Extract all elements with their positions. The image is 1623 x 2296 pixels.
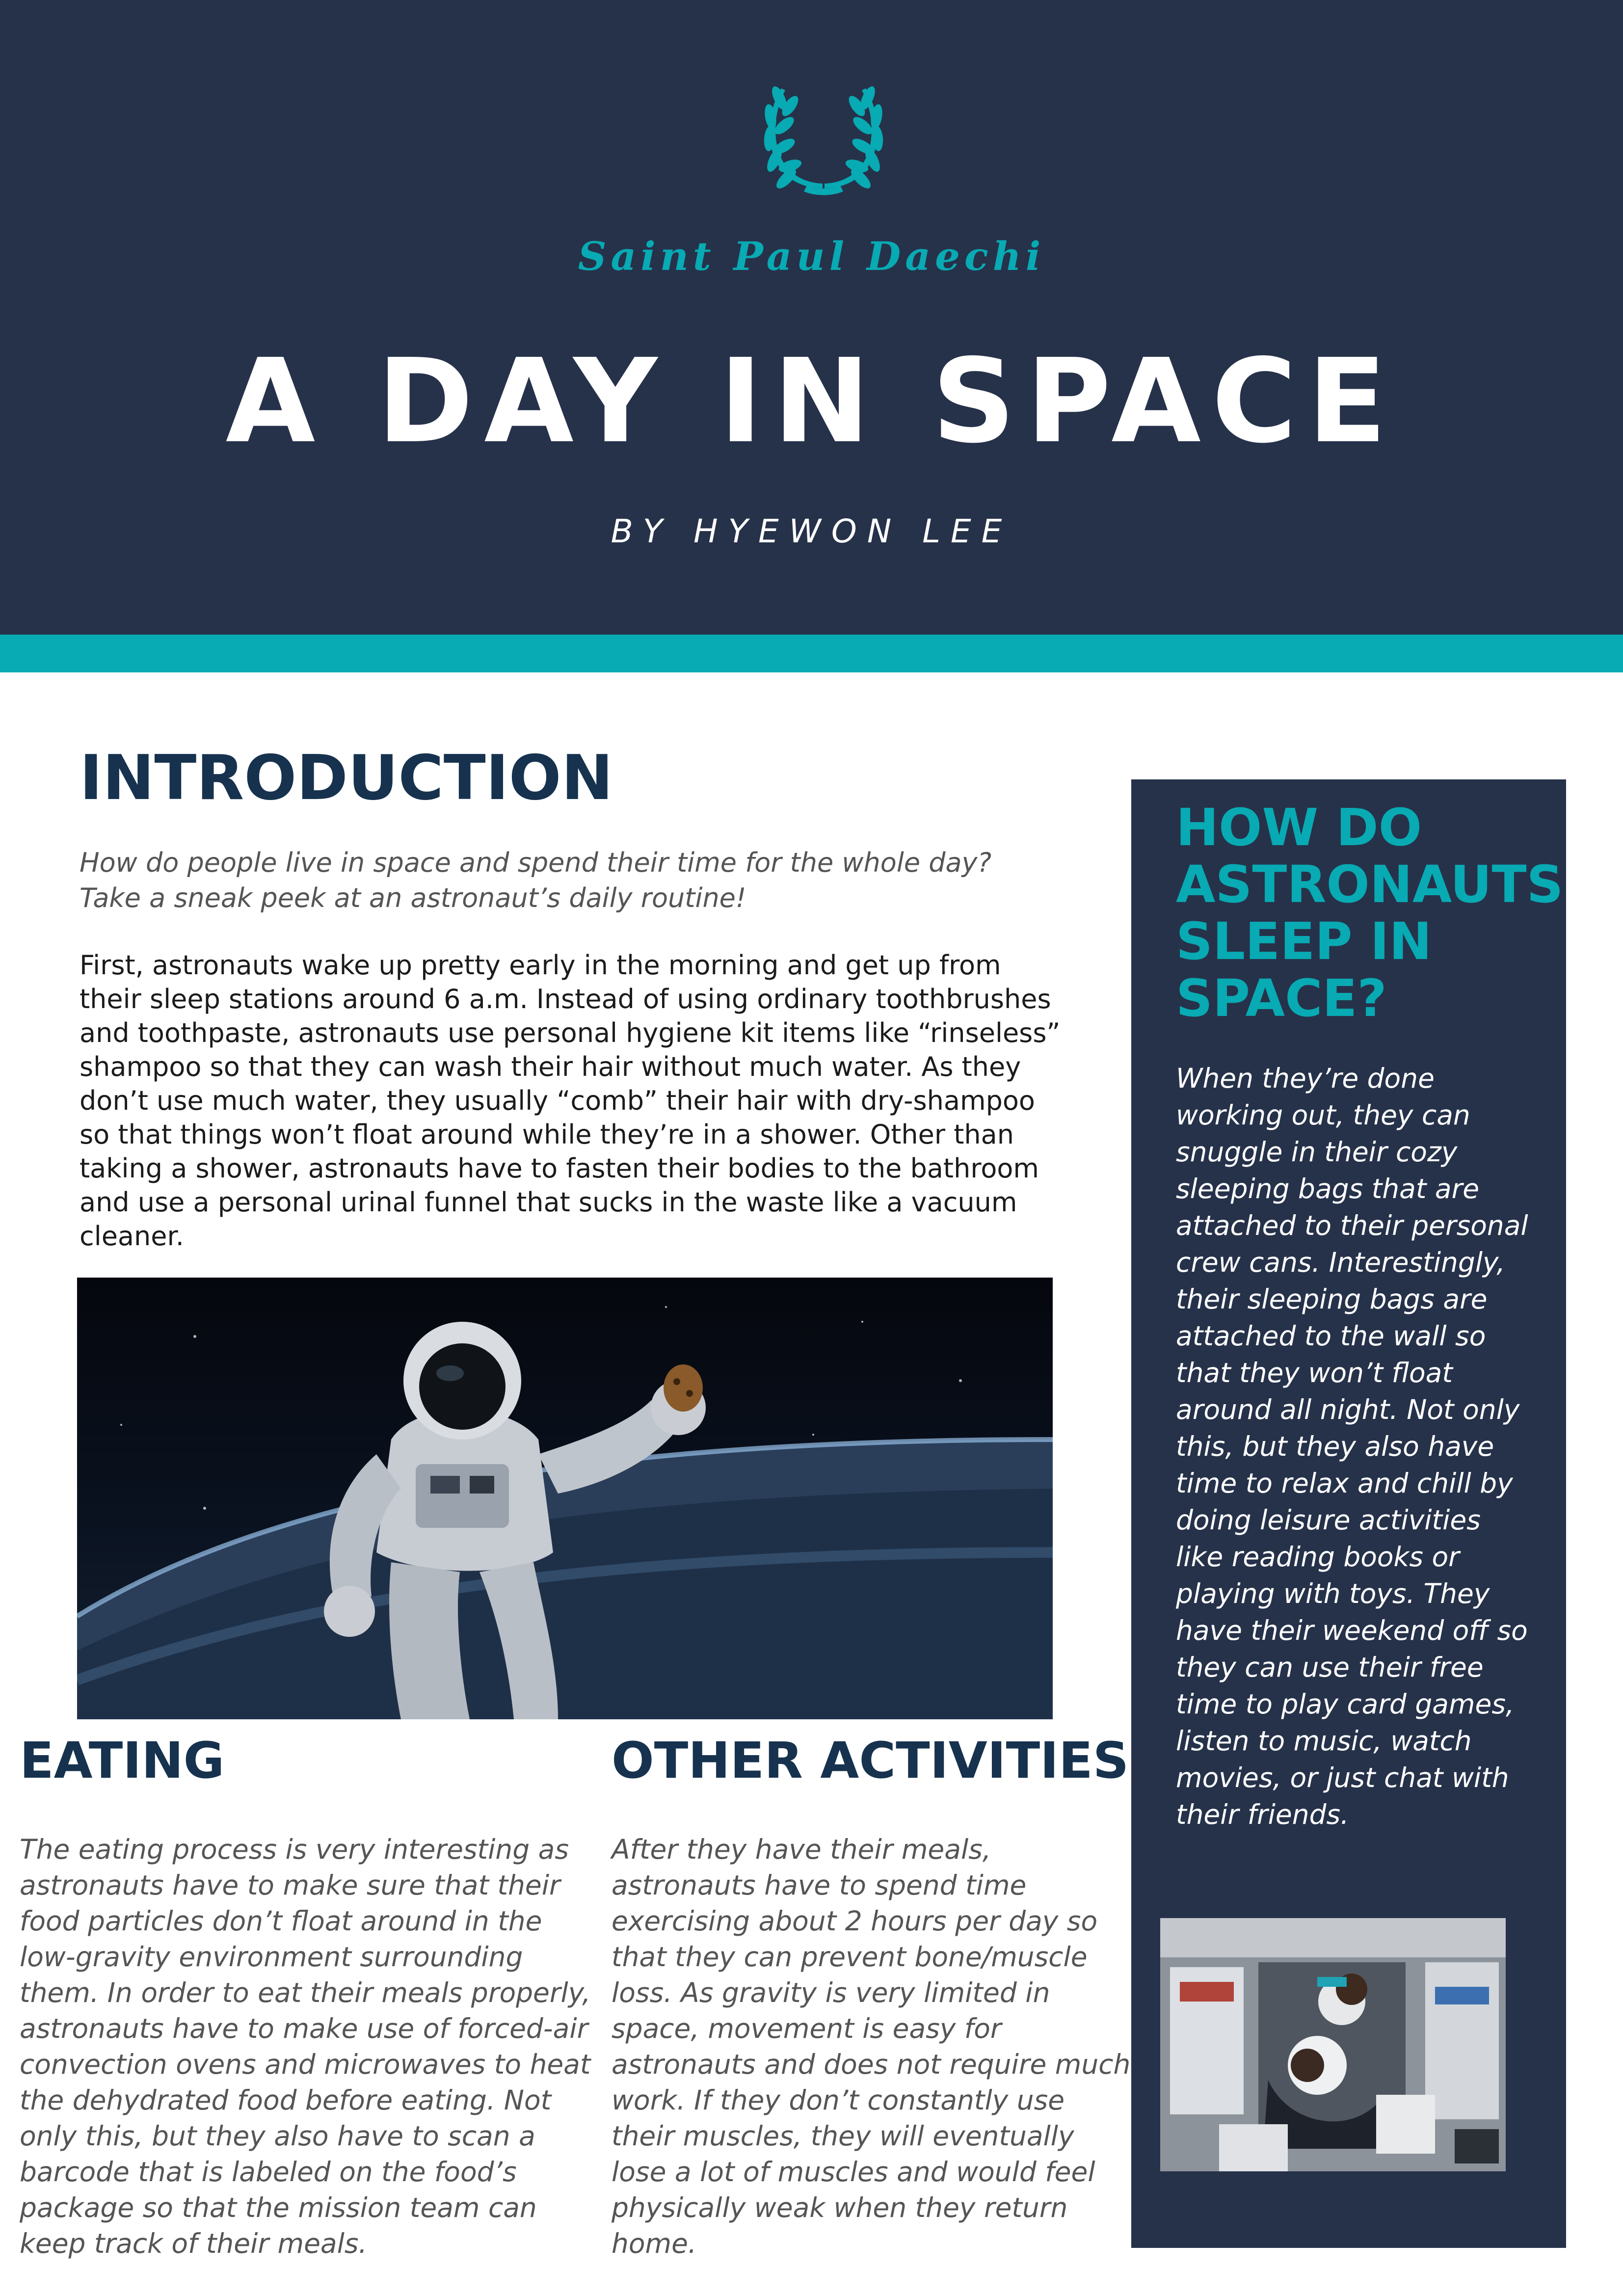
sidebar-heading: HOW DO ASTRONAUTS SLEEP IN SPACE?: [1176, 798, 1564, 1028]
astronaut-photo-art: [77, 1278, 1053, 1719]
sidebar-text: When they’re done working out, they can snuggle in their cozy sleeping bags that are attached to their personal crew cans. Interestingly, their sleeping bags are attached to the wall so that they won’t float around all night. Not only this, but they also have time to relax and chill by doing leisure activities like reading books or playing with toys. They have their weekend off so they can use their free time to play card games, listen to music, watch movies, or just chat with their friends.: [1176, 1063, 1528, 1830]
eating-text: The eating process is very interesting as astronauts have to make sure that their food particles don’t float around in the low-gravity environment surrounding them. In order to eat their meals properly, astronauts have to make use of forced-air convection ovens and microwaves to heat the dehydrated food before eating. Not only this, but they also have to scan a barcode that is labeled on the food’s package so that the mission team can keep track of their meals.: [20, 1834, 591, 2259]
astronauts-in-station-photo: [1160, 1918, 1506, 2171]
station-photo-art: [1160, 1918, 1506, 2171]
author-byline: BY HYEWON LEE: [611, 512, 1012, 550]
laurel-wreath-icon: [760, 79, 887, 196]
eating-heading: EATING: [20, 1732, 225, 1790]
astronaut-spacewalk-photo: [77, 1278, 1053, 1719]
introduction-heading: INTRODUCTION: [80, 742, 613, 814]
introduction-lead: How do people live in space and spend their time for the whole day? Take a sneak peek at an astronaut’s daily routine!: [80, 847, 992, 913]
school-name: Saint Paul Daechi: [578, 233, 1045, 279]
other-activities-text: After they have their meals, astronauts have to spend time exercising about 2 hours per day so that they can prevent bone/muscle loss. As gravity is very limited in space, movement is easy for astronauts and does not require much work. If they don’t constantly use their muscles, they will eventually lose a lot of muscles and would feel physically weak when they return home.: [612, 1834, 1131, 2259]
other-activities-heading: OTHER ACTIVITIES: [612, 1732, 1129, 1790]
introduction-body: First, astronauts wake up pretty early in the morning and get up from their sleep stations around 6 a.m. Instead of using ordinary toothbrushes and toothpaste, astronauts use personal hygiene kit items like “rinseless” shampoo so that they can wash their hair without much water. As they don’t use much water, they usually “comb” their hair with dry-shampoo so that things won’t float around while they’re in a shower. Other than taking a shower, astronauts have to fasten their bodies to the bathroom and use a personal urinal funnel that sucks in the waste like a vacuum cleaner.: [80, 950, 1061, 1252]
page-title: A DAY IN SPACE: [225, 334, 1398, 469]
header-accent-stripe: [0, 635, 1623, 672]
